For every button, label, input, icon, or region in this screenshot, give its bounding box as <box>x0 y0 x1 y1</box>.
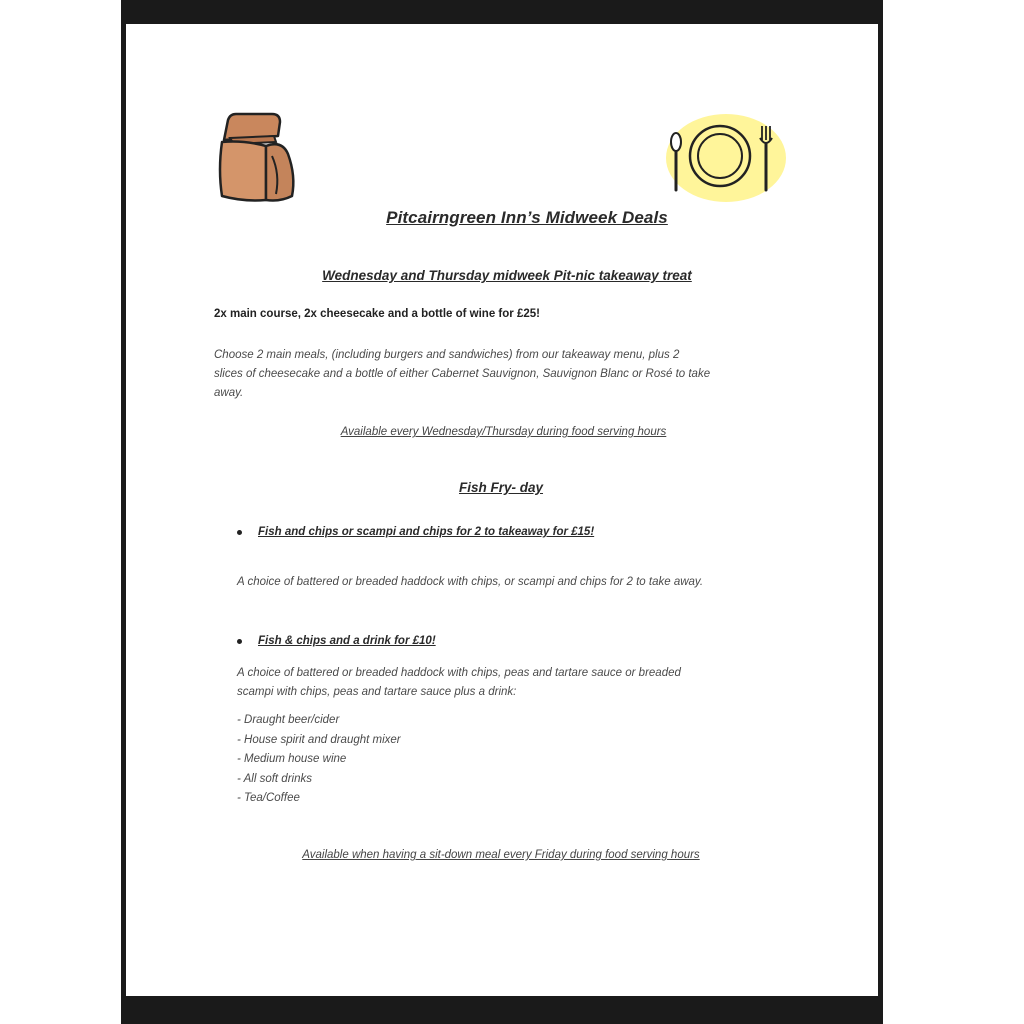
bullet-item <box>237 526 594 538</box>
offer-description <box>214 346 804 403</box>
list-item: - Draught beer/cider <box>237 714 340 726</box>
offer-text: 2x main course, 2x cheesecake and a bottle of wine for £25! <box>214 308 540 320</box>
availability-note: Available when having a sit-down meal every Friday during food serving hours <box>302 849 700 861</box>
bullet-description: A choice of battered or breaded haddock with chips, or scampi and chips for 2 to take away. <box>237 576 704 588</box>
bullet-title: Fish & chips and a drink for £10! <box>258 635 436 647</box>
section-heading-fish-fry-day: Fish Fry- day <box>458 480 544 495</box>
list-item: - All soft drinks <box>237 772 312 785</box>
plate-cutlery-icon <box>656 110 788 213</box>
bullet-description <box>237 664 797 702</box>
list-item: - Medium house wine <box>237 753 347 765</box>
bullet-icon <box>237 639 242 644</box>
description-line: A choice of battered or breaded haddock with chips, peas and tartare sauce or breaded <box>237 667 681 679</box>
description-line: away. <box>214 387 244 399</box>
paper-bag-icon <box>214 110 300 209</box>
list-item: - House spirit and draught mixer <box>237 733 401 746</box>
document-page <box>126 24 878 996</box>
bullet-title: Fish and chips or scampi and chips for 2 to takeaway for £15! <box>258 526 595 538</box>
list-item: - Tea/Coffee <box>237 792 300 804</box>
availability-note: Available every Wednesday/Thursday during food serving hours <box>340 426 667 438</box>
page-title: Pitcairngreen Inn’s Midweek Deals <box>386 208 668 227</box>
bullet-item <box>237 635 436 647</box>
description-line: scampi with chips, peas and tartare sauce plus a drink: <box>237 686 517 698</box>
description-line: slices of cheesecake and a bottle of either Cabernet Sauvignon, Sauvignon Blanc or Rosé to take <box>214 368 711 380</box>
drinks-list <box>237 711 401 809</box>
bullet-icon <box>237 530 242 535</box>
section-heading-takeaway-treat: Wednesday and Thursday midweek Pit-nic takeaway treat <box>322 268 692 283</box>
description-line: Choose 2 main meals, (including burgers and sandwiches) from our takeaway menu, plus 2 <box>214 349 680 361</box>
